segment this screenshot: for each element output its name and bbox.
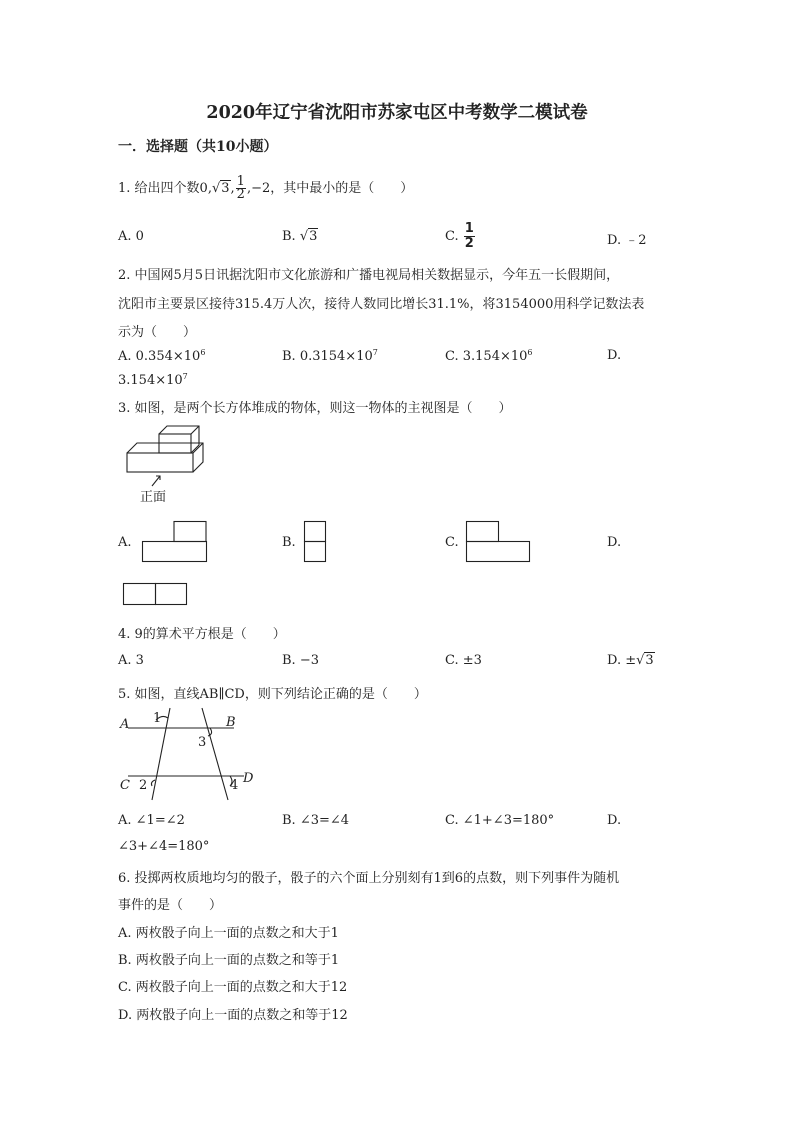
q3-option-b[interactable]: B.	[282, 535, 296, 550]
q1-nums-a: 0,	[199, 181, 212, 196]
q5-label-A: A	[120, 717, 130, 732]
q2-option-c[interactable]: C. $3.154\times 10^6$	[445, 348, 533, 364]
q6-option-c[interactable]: C. 两枚骰子向上一面的点数之和大于12	[118, 980, 348, 995]
q2-line-3: 示为（ ）	[118, 325, 197, 340]
q2-option-a[interactable]: A. $0.354\times 10^6$	[118, 348, 206, 364]
q6-option-d[interactable]: D. 两枚骰子向上一面的点数之和等于12	[118, 1008, 348, 1023]
q2-line-1: 2. 中国网5月5日讯据沈阳市文化旅游和广播电视局相关数据显示，今年五一长假期间，	[118, 268, 620, 283]
q3-option-c-shape[interactable]	[466, 521, 532, 563]
page-title: 2020年辽宁省沈阳市苏家屯区中考数学二模试卷	[206, 103, 588, 123]
q5-label-4: 4	[230, 778, 239, 793]
q3-option-a[interactable]: A.	[118, 535, 132, 550]
section-heading: 一．选择题（共10小题）	[118, 139, 278, 155]
q2-option-d[interactable]: D.	[607, 348, 622, 363]
q3-option-a-shape[interactable]	[142, 521, 208, 563]
q4-text: 4. 9的算术平方根是（ ）	[118, 627, 286, 642]
q5-label-C: C	[120, 778, 130, 793]
q6-line-2: 事件的是（ ）	[118, 898, 223, 913]
q5-label-2: 2	[139, 778, 148, 793]
q1-lead: 1. 给出四个数	[118, 181, 200, 196]
q2-option-d-value: $3.154\times 10^7$	[118, 372, 188, 388]
q5-label-B: B	[226, 715, 236, 730]
q3-front-label: 正面	[140, 490, 167, 505]
q5-label-1: 1	[153, 711, 162, 726]
q5-label-D: D	[243, 771, 254, 786]
q1-sqrt: √3	[211, 181, 230, 196]
q3-text: 3. 如图，是两个长方体堆成的物体，则这一物体的主视图是（ ）	[118, 401, 512, 416]
q4-option-b[interactable]: B. −3	[282, 653, 319, 668]
q6-line-1: 6. 投掷两枚质地均匀的骰子，骰子的六个面上分别刻有1到6的点数，则下列事件为随机	[118, 871, 620, 886]
q1-option-d[interactable]: D. ﹣2	[607, 233, 647, 248]
question-1: 1. 给出四个数0,√3, $\frac{1}{2}$ ,−2，其中最小的是（ ）	[118, 174, 414, 202]
q1-fraction: $\frac{1}{2}$	[236, 174, 245, 202]
q5-text: 5. 如图，直线AB∥CD，则下列结论正确的是（ ）	[118, 687, 427, 702]
q5-parallel-lines-figure	[118, 706, 258, 804]
q5-option-d[interactable]: D.	[607, 813, 622, 828]
q5-option-b[interactable]: B. ∠3=∠4	[282, 813, 350, 828]
q5-option-c[interactable]: C. ∠1+∠3=180°	[445, 813, 555, 828]
q4-option-c[interactable]: C. ±3	[445, 653, 482, 668]
q3-option-b-shape[interactable]	[304, 521, 328, 563]
q3-stacked-boxes-figure	[120, 420, 210, 490]
q3-option-d-shape[interactable]	[123, 583, 189, 607]
q1-option-b[interactable]: B. √3	[282, 229, 318, 244]
q1-option-c[interactable]: C. $\frac{1}{2}$	[445, 221, 474, 251]
q2-line-2: 沈阳市主要景区接待315.4万人次，接待人数同比增长31.1%，将3154000用科学记数法表	[118, 297, 645, 312]
q1-option-a[interactable]: A. 0	[118, 229, 144, 244]
q3-option-d[interactable]: D.	[607, 535, 622, 550]
q4-option-d[interactable]: D. ±√3	[607, 653, 654, 668]
q5-option-a[interactable]: A. ∠1=∠2	[118, 813, 185, 828]
q6-option-a[interactable]: A. 两枚骰子向上一面的点数之和大于1	[118, 926, 339, 941]
q1-tail: ，其中最小的是（ ）	[270, 181, 414, 196]
q5-option-d-value: ∠3+∠4=180°	[118, 839, 210, 854]
q4-option-a[interactable]: A. 3	[118, 653, 144, 668]
q3-option-c[interactable]: C.	[445, 535, 459, 550]
q2-option-b[interactable]: B. $0.3154\times 10^7$	[282, 348, 378, 364]
q5-label-3: 3	[198, 735, 207, 750]
q6-option-b[interactable]: B. 两枚骰子向上一面的点数之和等于1	[118, 953, 340, 968]
q1-nums-b: ,−2	[246, 181, 271, 196]
